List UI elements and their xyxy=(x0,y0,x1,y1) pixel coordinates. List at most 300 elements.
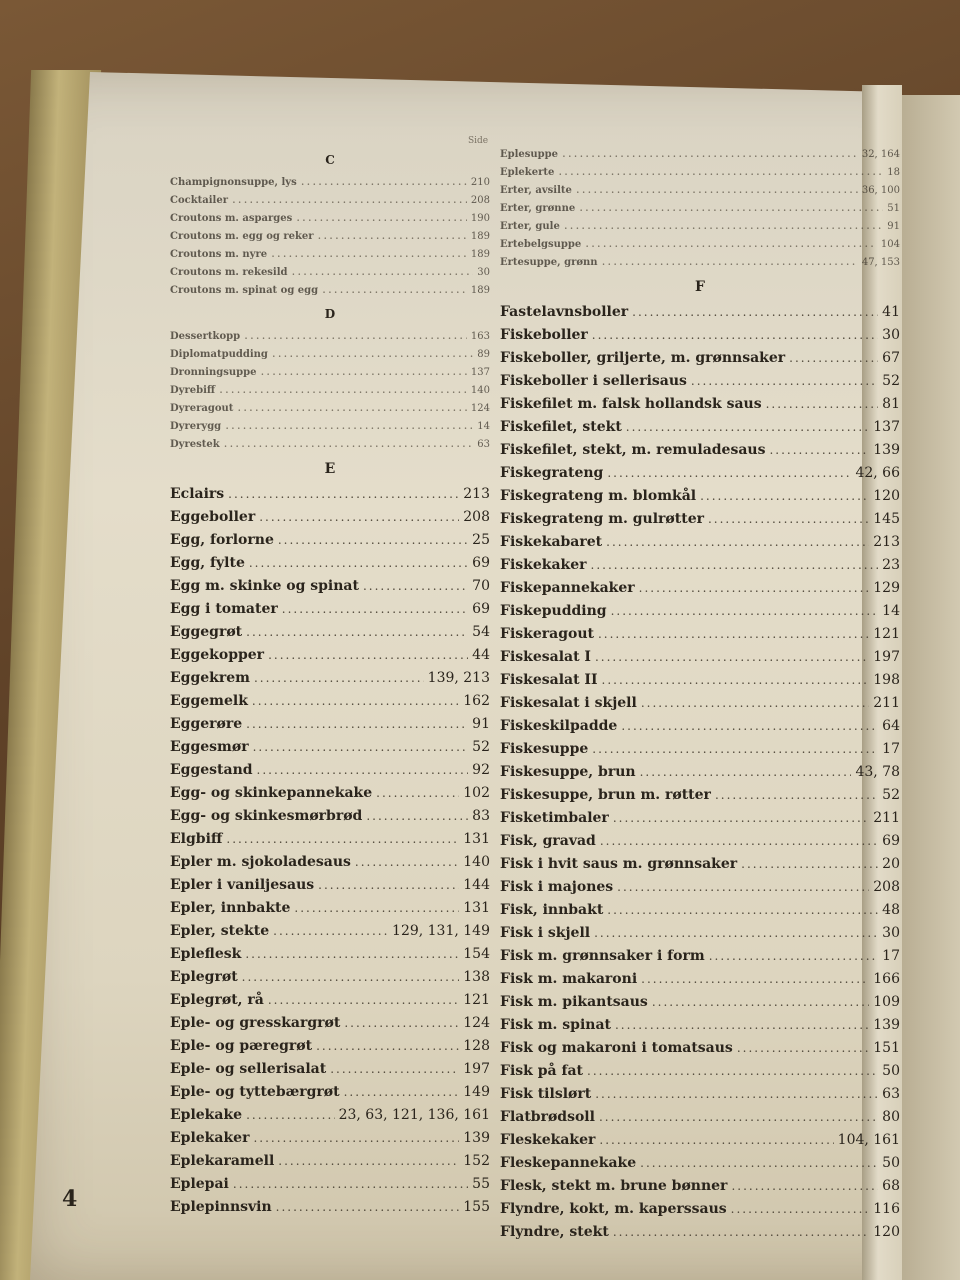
leader-dots xyxy=(741,853,878,876)
index-entry xyxy=(170,621,490,644)
entry-name: Egg- og skinkesmørbrød xyxy=(170,808,363,824)
entry-pages: 42, 66 xyxy=(855,465,900,481)
index-entry xyxy=(500,784,900,807)
index-entry xyxy=(500,508,900,531)
entry-name: Eple- og sellerisalat xyxy=(170,1061,327,1077)
index-section xyxy=(170,307,490,453)
entry-name: Fiskegrateng xyxy=(500,465,604,481)
leader-dots xyxy=(246,1104,335,1127)
leader-dots xyxy=(252,690,459,713)
index-entry xyxy=(170,435,490,453)
entry-name: Eggekrem xyxy=(170,670,250,686)
index-entry xyxy=(170,483,490,506)
entry-pages: 189 xyxy=(470,249,490,260)
entry-pages: 50 xyxy=(882,1155,900,1171)
index-entry xyxy=(170,759,490,782)
entry-name: Eplepai xyxy=(170,1176,229,1192)
entry-name: Egg m. skinke og spinat xyxy=(170,578,359,594)
entry-pages: 120 xyxy=(873,1224,900,1240)
entry-name: Croutons m. spinat og egg xyxy=(170,285,319,296)
index-entry xyxy=(170,805,490,828)
leader-dots xyxy=(607,899,878,922)
index-entry xyxy=(170,897,490,920)
leader-dots xyxy=(602,253,858,270)
entry-pages: 121 xyxy=(873,626,900,642)
entry-name: Fiskekaker xyxy=(500,557,587,573)
leader-dots xyxy=(366,805,468,828)
entry-name: Erter, avsilte xyxy=(500,185,572,196)
index-entry xyxy=(500,1014,900,1037)
leader-dots xyxy=(639,577,870,600)
entry-name: Fiskeboller i sellerisaus xyxy=(500,373,687,389)
entry-pages: 20 xyxy=(882,856,900,872)
leader-dots xyxy=(592,738,878,761)
leader-dots xyxy=(219,381,467,398)
entry-pages: 144 xyxy=(463,877,490,893)
leader-dots xyxy=(278,1150,459,1173)
index-entry xyxy=(500,324,900,347)
leader-dots xyxy=(282,598,468,621)
index-entry xyxy=(500,945,900,968)
leader-dots xyxy=(318,227,467,244)
entry-name: Eggeboller xyxy=(170,509,256,525)
entry-pages: 197 xyxy=(873,649,900,665)
index-entry xyxy=(170,690,490,713)
entry-name: Eggesmør xyxy=(170,739,249,755)
entry-pages: 17 xyxy=(882,948,900,964)
index-entry xyxy=(500,416,900,439)
leader-dots xyxy=(615,1014,869,1037)
index-entry xyxy=(170,191,490,209)
index-entry xyxy=(500,301,900,324)
leader-dots xyxy=(613,807,869,830)
leader-dots xyxy=(254,667,424,690)
index-entry xyxy=(170,399,490,417)
entry-pages: 128 xyxy=(463,1038,490,1054)
leader-dots xyxy=(579,199,883,216)
entry-name: Elgbiff xyxy=(170,831,223,847)
leader-dots xyxy=(641,968,869,991)
index-entry xyxy=(170,1012,490,1035)
entry-name: Fiskegrateng m. gulrøtter xyxy=(500,511,704,527)
entry-name: Epler m. sjokoladesaus xyxy=(170,854,351,870)
leader-dots xyxy=(595,646,869,669)
entry-name: Fisk m. grønnsaker i form xyxy=(500,948,705,964)
index-entry xyxy=(170,506,490,529)
index-entry xyxy=(170,245,490,263)
leader-dots xyxy=(242,966,460,989)
entry-name: Eplekaker xyxy=(170,1130,250,1146)
leader-dots xyxy=(260,363,466,380)
entry-pages: 163 xyxy=(470,331,490,342)
entry-pages: 64 xyxy=(882,718,900,734)
entry-name: Ertesuppe, grønn xyxy=(500,257,598,268)
leader-dots xyxy=(617,876,869,899)
leader-dots xyxy=(731,1175,878,1198)
entry-name: Fisk m. spinat xyxy=(500,1017,611,1033)
leader-dots xyxy=(232,191,467,208)
index-entry xyxy=(500,715,900,738)
index-entry xyxy=(170,209,490,227)
index-entry xyxy=(500,876,900,899)
index-entry xyxy=(170,529,490,552)
entry-name: Dronningsuppe xyxy=(170,367,257,378)
index-entry xyxy=(500,1129,900,1152)
entry-pages: 139 xyxy=(873,442,900,458)
leader-dots xyxy=(344,1012,459,1035)
entry-name: Eggekopper xyxy=(170,647,265,663)
entry-pages: 63 xyxy=(477,439,490,450)
leader-dots xyxy=(613,1221,869,1244)
index-entry xyxy=(170,281,490,299)
index-entry xyxy=(170,782,490,805)
index-entry xyxy=(500,761,900,784)
leader-dots xyxy=(789,347,878,370)
index-entry xyxy=(500,370,900,393)
entry-pages: 30 xyxy=(477,267,490,278)
leader-dots xyxy=(592,324,878,347)
index-entry xyxy=(170,552,490,575)
entry-pages: 70 xyxy=(472,578,490,594)
entry-pages: 30 xyxy=(882,925,900,941)
entry-name: Epleflesk xyxy=(170,946,242,962)
leader-dots xyxy=(253,736,469,759)
entry-pages: 131 xyxy=(463,900,490,916)
index-entry xyxy=(500,1083,900,1106)
right-page-edge xyxy=(900,95,960,1280)
entry-pages: 25 xyxy=(472,532,490,548)
index-section xyxy=(500,279,900,1244)
entry-name: Fisk på fat xyxy=(500,1063,584,1079)
entry-pages: 69 xyxy=(472,555,490,571)
entry-pages: 152 xyxy=(463,1153,490,1169)
index-entry xyxy=(170,327,490,345)
entry-name: Ertebelgsuppe xyxy=(500,239,582,250)
entry-pages: 208 xyxy=(873,879,900,895)
entry-pages: 162 xyxy=(463,693,490,709)
leader-dots xyxy=(558,163,883,180)
index-entry xyxy=(500,646,900,669)
entry-name: Eple- og tyttebærgrøt xyxy=(170,1084,340,1100)
index-entry xyxy=(500,531,900,554)
leader-dots xyxy=(715,784,878,807)
leader-dots xyxy=(607,462,851,485)
index-entry xyxy=(170,1173,490,1196)
entry-pages: 91 xyxy=(887,221,900,232)
entry-pages: 83 xyxy=(472,808,490,824)
index-entry xyxy=(500,235,900,253)
leader-dots xyxy=(278,529,468,552)
leader-dots xyxy=(599,1106,878,1129)
leader-dots xyxy=(626,416,869,439)
entry-pages: 139 xyxy=(873,1017,900,1033)
entry-name: Dyrerygg xyxy=(170,421,222,432)
entry-pages: 91 xyxy=(472,716,490,732)
side-label: Side xyxy=(468,136,489,146)
entry-name: Fiskefilet, stekt, m. remuladesaus xyxy=(500,442,766,458)
index-entry xyxy=(170,989,490,1012)
index-entry xyxy=(170,736,490,759)
section-letter: C xyxy=(325,153,335,167)
entry-name: Croutons m. egg og reker xyxy=(170,231,314,242)
entry-name: Fiskekabaret xyxy=(500,534,603,550)
leader-dots xyxy=(621,715,878,738)
entry-pages: 41 xyxy=(882,304,900,320)
entry-name: Egg i tomater xyxy=(170,601,278,617)
entry-pages: 44 xyxy=(472,647,490,663)
leader-dots xyxy=(296,209,467,226)
entry-name: Eplesuppe xyxy=(500,149,559,160)
leader-dots xyxy=(708,508,869,531)
entry-pages: 104, 161 xyxy=(837,1132,900,1148)
index-entry xyxy=(170,263,490,281)
entry-name: Eggemelk xyxy=(170,693,248,709)
leader-dots xyxy=(640,761,852,784)
index-entry xyxy=(170,1150,490,1173)
index-entry xyxy=(500,393,900,416)
leader-dots xyxy=(318,874,459,897)
index-entry xyxy=(170,920,490,943)
leader-dots xyxy=(585,235,877,252)
entry-pages: 80 xyxy=(882,1109,900,1125)
entry-pages: 131 xyxy=(463,831,490,847)
entry-name: Cocktailer xyxy=(170,195,228,206)
index-entry xyxy=(170,1035,490,1058)
entry-pages: 102 xyxy=(463,785,490,801)
entry-pages: 68 xyxy=(882,1178,900,1194)
entry-name: Erter, gule xyxy=(500,221,560,232)
entry-pages: 55 xyxy=(472,1176,490,1192)
entry-pages: 129, 131, 149 xyxy=(392,923,490,939)
entry-pages: 197 xyxy=(463,1061,490,1077)
index-entry xyxy=(500,253,900,271)
entry-name: Fiskesalat I xyxy=(500,649,591,665)
index-entry xyxy=(170,1127,490,1150)
entry-name: Egg- og skinkepannekake xyxy=(170,785,373,801)
leader-dots xyxy=(599,1129,833,1152)
entry-name: Fiskepudding xyxy=(500,603,607,619)
index-entry xyxy=(500,199,900,217)
page-number: 4 xyxy=(62,1186,78,1212)
leader-dots xyxy=(600,830,878,853)
leader-dots xyxy=(641,692,869,715)
entry-pages: 51 xyxy=(887,203,900,214)
index-section xyxy=(170,461,490,1219)
entry-name: Fiskefilet m. falsk hollandsk saus xyxy=(500,396,762,412)
index-entry xyxy=(170,345,490,363)
index-entry xyxy=(500,1221,900,1244)
index-entry xyxy=(170,1081,490,1104)
entry-pages: 18 xyxy=(887,167,900,178)
leader-dots xyxy=(344,1081,460,1104)
leader-dots xyxy=(226,828,459,851)
entry-name: Fiskefilet, stekt xyxy=(500,419,622,435)
entry-pages: 81 xyxy=(882,396,900,412)
index-entry xyxy=(170,227,490,245)
entry-pages: 121 xyxy=(463,992,490,1008)
index-entry xyxy=(170,1058,490,1081)
index-entry xyxy=(170,644,490,667)
index-entry xyxy=(500,807,900,830)
index-entry xyxy=(170,363,490,381)
leader-dots xyxy=(769,439,869,462)
entry-name: Fiskeragout xyxy=(500,626,594,642)
leader-dots xyxy=(330,1058,459,1081)
index-entry xyxy=(170,381,490,399)
leader-dots xyxy=(700,485,869,508)
leader-dots xyxy=(602,669,870,692)
entry-name: Diplomatpudding xyxy=(170,349,268,360)
index-entry xyxy=(500,1106,900,1129)
leader-dots xyxy=(576,181,858,198)
leader-dots xyxy=(737,1037,869,1060)
index-entry xyxy=(500,347,900,370)
entry-pages: 138 xyxy=(463,969,490,985)
index-entry xyxy=(500,163,900,181)
entry-pages: 89 xyxy=(477,349,490,360)
entry-pages: 198 xyxy=(873,672,900,688)
entry-pages: 208 xyxy=(463,509,490,525)
index-entry xyxy=(500,577,900,600)
entry-pages: 63 xyxy=(882,1086,900,1102)
index-entry xyxy=(500,830,900,853)
entry-name: Fiskesuppe, brun m. røtter xyxy=(500,787,711,803)
entry-name: Fisk i majones xyxy=(500,879,614,895)
index-entry xyxy=(170,598,490,621)
entry-name: Eplekerte xyxy=(500,167,555,178)
index-entry xyxy=(500,600,900,623)
leader-dots xyxy=(276,1196,460,1219)
entry-name: Fisk i skjell xyxy=(500,925,591,941)
entry-name: Eggerøre xyxy=(170,716,243,732)
index-entry xyxy=(170,943,490,966)
index-entry xyxy=(500,623,900,646)
leader-dots xyxy=(224,435,474,452)
entry-pages: 52 xyxy=(472,739,490,755)
leader-dots xyxy=(272,345,473,362)
entry-pages: 124 xyxy=(470,403,490,414)
leader-dots xyxy=(294,897,459,920)
entry-pages: 140 xyxy=(470,385,490,396)
leader-dots xyxy=(273,920,388,943)
leader-dots xyxy=(271,245,467,262)
entry-name: Fleskepannekake xyxy=(500,1155,637,1171)
leader-dots xyxy=(640,1152,878,1175)
entry-pages: 48 xyxy=(882,902,900,918)
index-entry xyxy=(500,922,900,945)
entry-pages: 140 xyxy=(463,854,490,870)
entry-pages: 211 xyxy=(873,810,900,826)
entry-name: Fisk m. makaroni xyxy=(500,971,638,987)
index-entry xyxy=(170,417,490,435)
entry-pages: 211 xyxy=(873,695,900,711)
entry-name: Flatbrødsoll xyxy=(500,1109,595,1125)
entry-pages: 32, 164 xyxy=(861,149,900,160)
leader-dots xyxy=(594,922,878,945)
index-entry xyxy=(170,966,490,989)
index-entry xyxy=(500,217,900,235)
leader-dots xyxy=(766,393,879,416)
leader-dots xyxy=(245,943,459,966)
entry-pages: 139, 213 xyxy=(427,670,490,686)
entry-name: Flyndre, kokt, m. kaperssaus xyxy=(500,1201,727,1217)
entry-name: Fastelavnsboller xyxy=(500,304,629,320)
entry-pages: 189 xyxy=(470,231,490,242)
index-entry xyxy=(500,1152,900,1175)
entry-pages: 54 xyxy=(472,624,490,640)
leader-dots xyxy=(316,1035,459,1058)
leader-dots xyxy=(595,1083,878,1106)
entry-pages: 213 xyxy=(873,534,900,550)
entry-name: Epler, innbakte xyxy=(170,900,291,916)
entry-name: Flyndre, stekt xyxy=(500,1224,609,1240)
index-column-right xyxy=(500,145,900,1244)
entry-name: Fiskesalat II xyxy=(500,672,598,688)
index-entry xyxy=(500,991,900,1014)
leader-dots xyxy=(233,1173,468,1196)
index-entry xyxy=(500,439,900,462)
index-entry xyxy=(170,713,490,736)
entry-name: Champignonsuppe, lys xyxy=(170,177,297,188)
entry-name: Fisk og makaroni i tomatsaus xyxy=(500,1040,733,1056)
entry-name: Dyrestek xyxy=(170,439,220,450)
entry-name: Fisketimbaler xyxy=(500,810,609,826)
entry-pages: 155 xyxy=(463,1199,490,1215)
entry-name: Flesk, stekt m. brune bønner xyxy=(500,1178,728,1194)
entry-pages: 149 xyxy=(463,1084,490,1100)
entry-pages: 50 xyxy=(882,1063,900,1079)
entry-pages: 154 xyxy=(463,946,490,962)
entry-pages: 104 xyxy=(880,239,900,250)
entry-name: Fisk i hvit saus m. grønnsaker xyxy=(500,856,738,872)
entry-pages: 47, 153 xyxy=(861,257,900,268)
entry-name: Croutons m. nyre xyxy=(170,249,268,260)
entry-pages: 208 xyxy=(470,195,490,206)
entry-name: Fiskesuppe, brun xyxy=(500,764,636,780)
entry-name: Epler, stekte xyxy=(170,923,270,939)
section-letter: D xyxy=(324,307,336,321)
leader-dots xyxy=(237,399,466,416)
entry-name: Fiskeboller xyxy=(500,327,588,343)
leader-dots xyxy=(606,531,869,554)
entry-pages: 213 xyxy=(463,486,490,502)
leader-dots xyxy=(246,621,468,644)
entry-pages: 210 xyxy=(470,177,490,188)
leader-dots xyxy=(363,575,468,598)
leader-dots xyxy=(562,145,858,162)
index-entry xyxy=(500,1198,900,1221)
index-entry xyxy=(170,173,490,191)
entry-name: Eggegrøt xyxy=(170,624,243,640)
leader-dots xyxy=(731,1198,870,1221)
entry-pages: 52 xyxy=(882,373,900,389)
entry-pages: 189 xyxy=(470,285,490,296)
entry-name: Eggestand xyxy=(170,762,253,778)
entry-pages: 30 xyxy=(882,327,900,343)
index-column-left xyxy=(170,145,490,1219)
index-entry xyxy=(500,181,900,199)
entry-pages: 190 xyxy=(470,213,490,224)
entry-name: Croutons m. rekesild xyxy=(170,267,288,278)
index-entry xyxy=(500,738,900,761)
leader-dots xyxy=(253,1127,459,1150)
entry-pages: 14 xyxy=(477,421,490,432)
entry-name: Fisk, gravad xyxy=(500,833,596,849)
index-entry xyxy=(170,1196,490,1219)
leader-dots xyxy=(268,644,468,667)
leader-dots xyxy=(301,173,467,190)
entry-pages: 36, 100 xyxy=(861,185,900,196)
